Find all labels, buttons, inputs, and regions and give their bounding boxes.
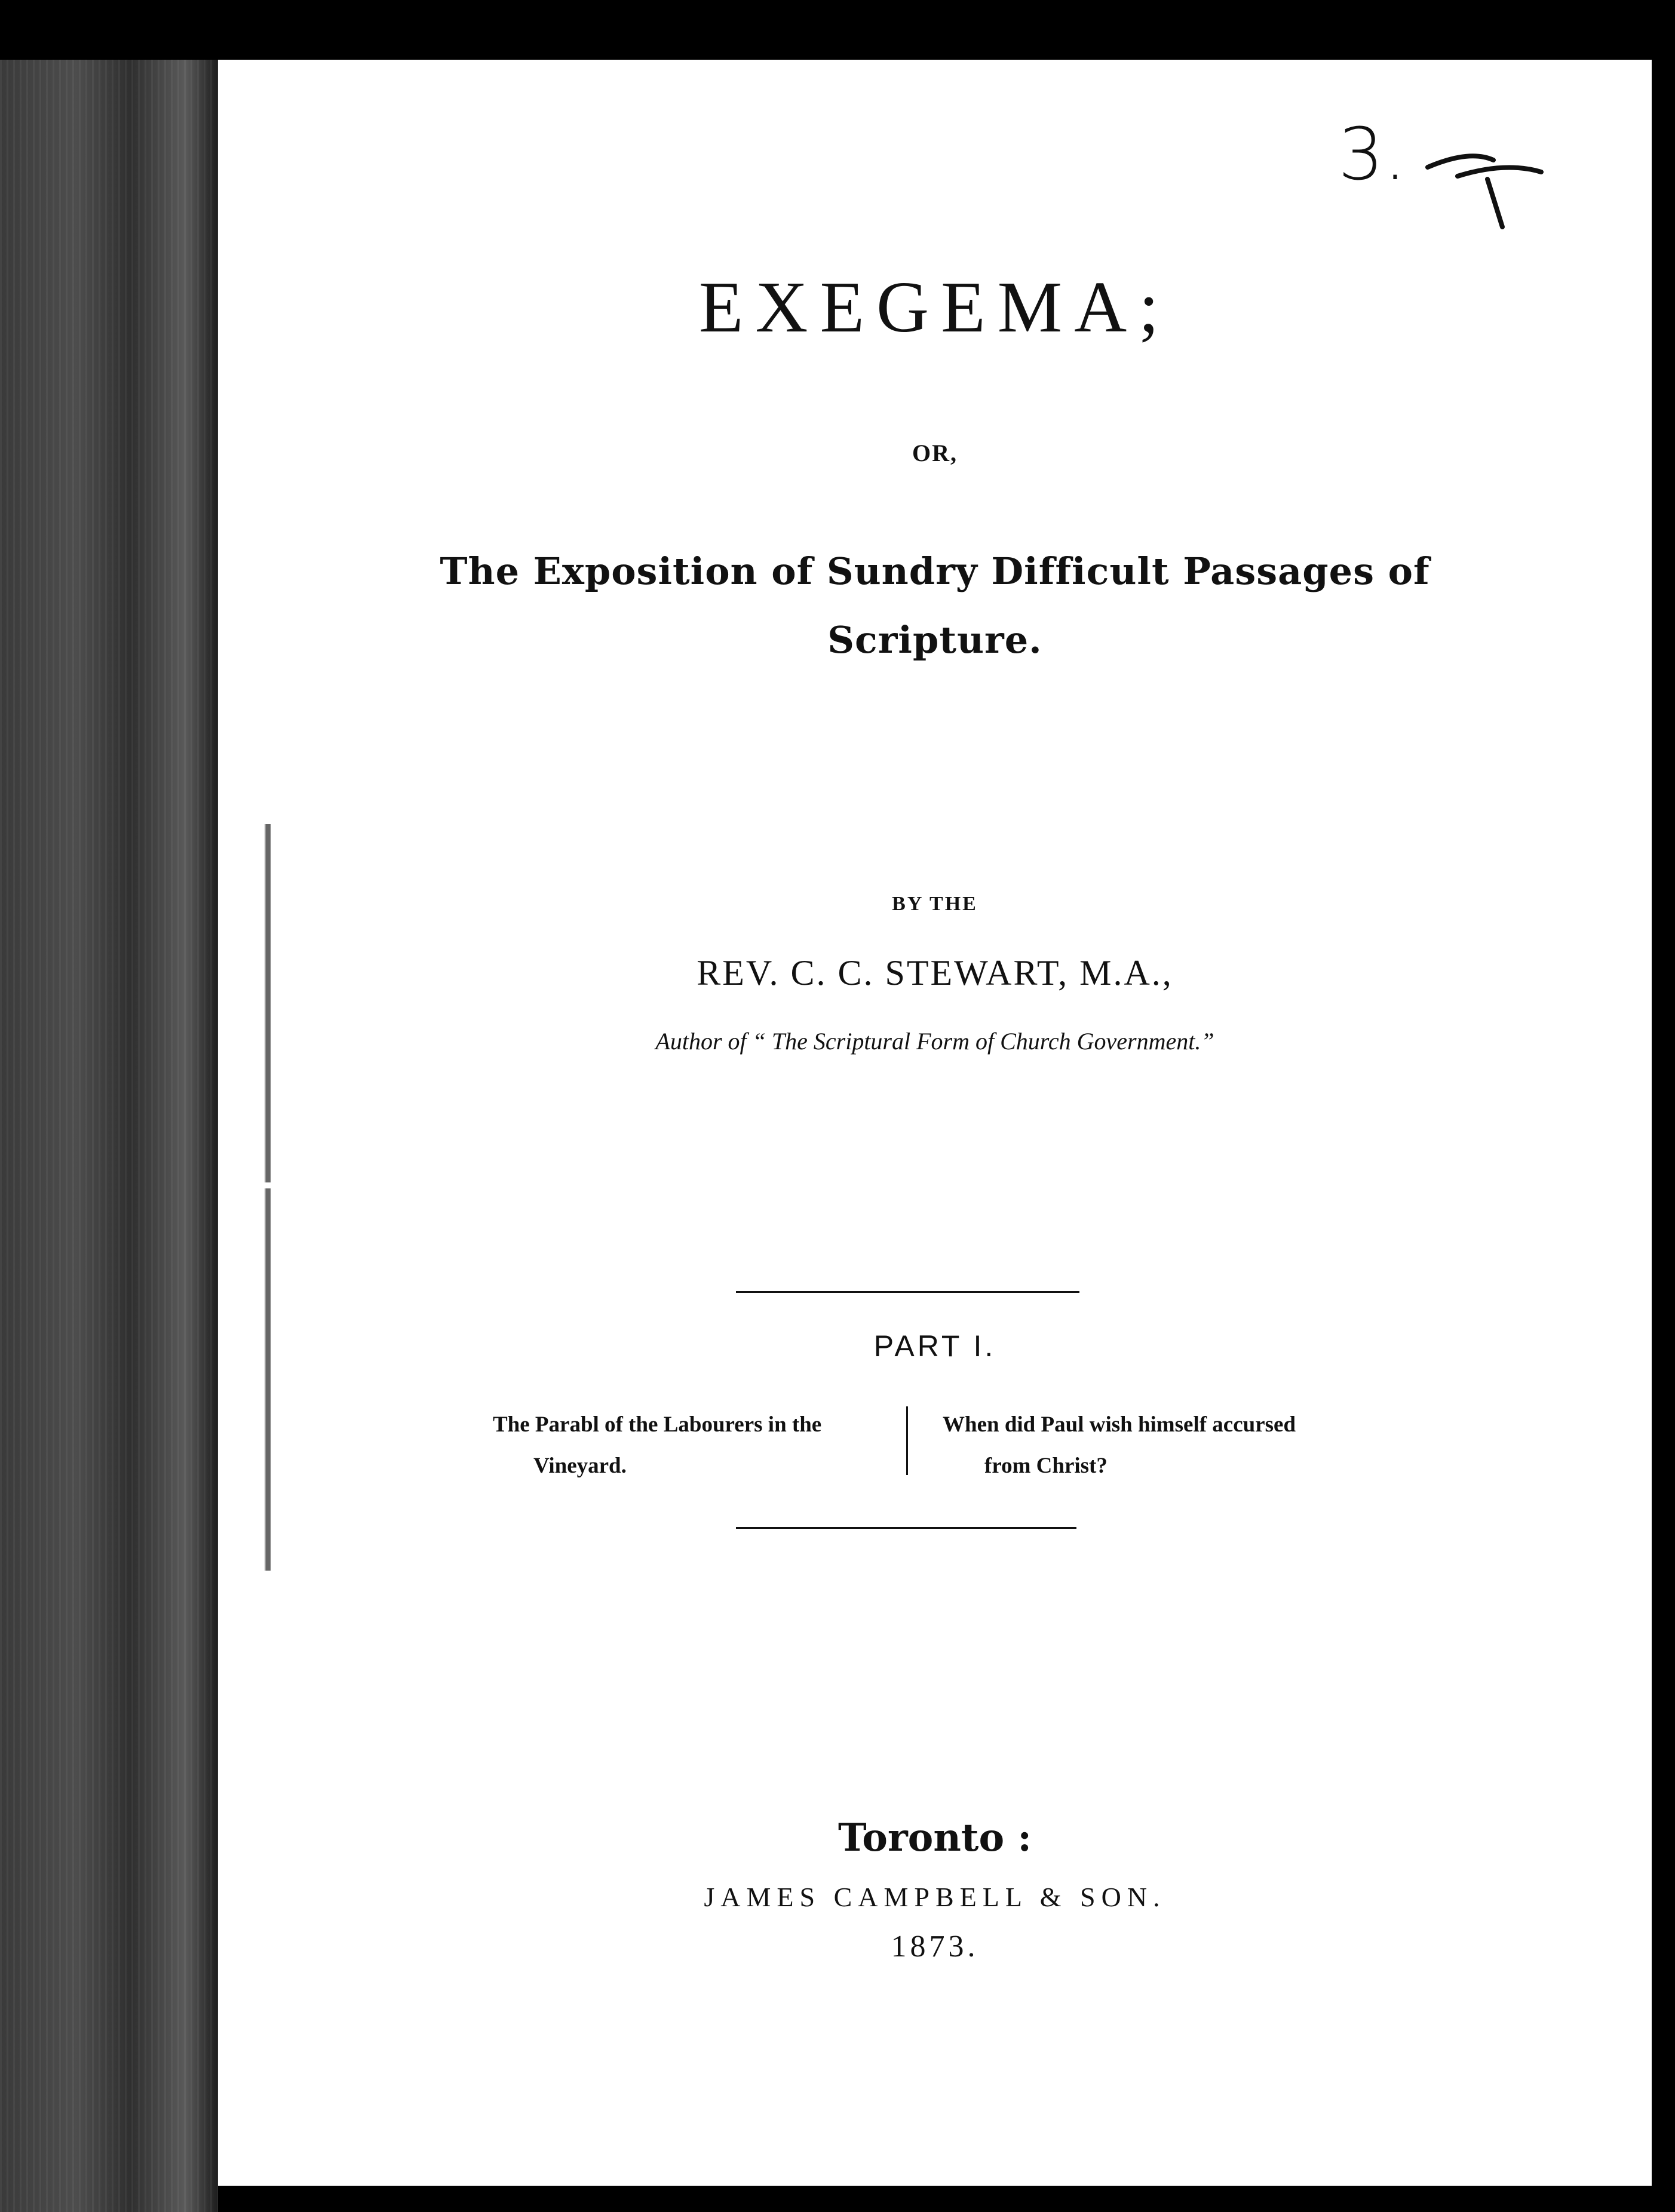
title-page	[218, 60, 1652, 2186]
book-title: EXEGEMA;	[698, 267, 1171, 348]
author-name: REV. C. C. STEWART, M.A.,	[697, 953, 1173, 993]
subtitle-line-1: The Exposition of Sundry Difficult Passages of	[440, 549, 1430, 593]
imprint-year: 1873.	[891, 1930, 979, 1964]
part-heading: PART I.	[873, 1329, 996, 1363]
binding-stitch	[265, 1188, 271, 1571]
byline: BY THE	[892, 893, 978, 915]
contents-right-line-2: from Christ?	[984, 1454, 1108, 1478]
contents-left-line-1: The Parabl of the Labourers in the	[493, 1412, 822, 1437]
author-credit: Author of “ The Scriptural Form of Church Government.”	[655, 1028, 1214, 1055]
manuscript-note: 3.	[1338, 113, 1407, 196]
subtitle-line-2: Scripture.	[827, 618, 1042, 662]
handwritten-mark-icon	[1416, 143, 1553, 233]
divider-rule-top	[736, 1291, 1079, 1293]
binding-stitch	[265, 824, 271, 1182]
title-conjunction: OR,	[912, 440, 958, 466]
book-binding	[0, 60, 218, 2212]
contents-right-line-1: When did Paul wish himself accursed	[943, 1412, 1296, 1437]
divider-rule-bottom	[736, 1527, 1076, 1529]
imprint-place: Toronto :	[838, 1815, 1032, 1860]
contents-left-line-2: Vineyard.	[533, 1454, 627, 1478]
imprint-publisher: JAMES CAMPBELL & SON.	[704, 1882, 1166, 1912]
contents-column-divider	[906, 1406, 908, 1475]
